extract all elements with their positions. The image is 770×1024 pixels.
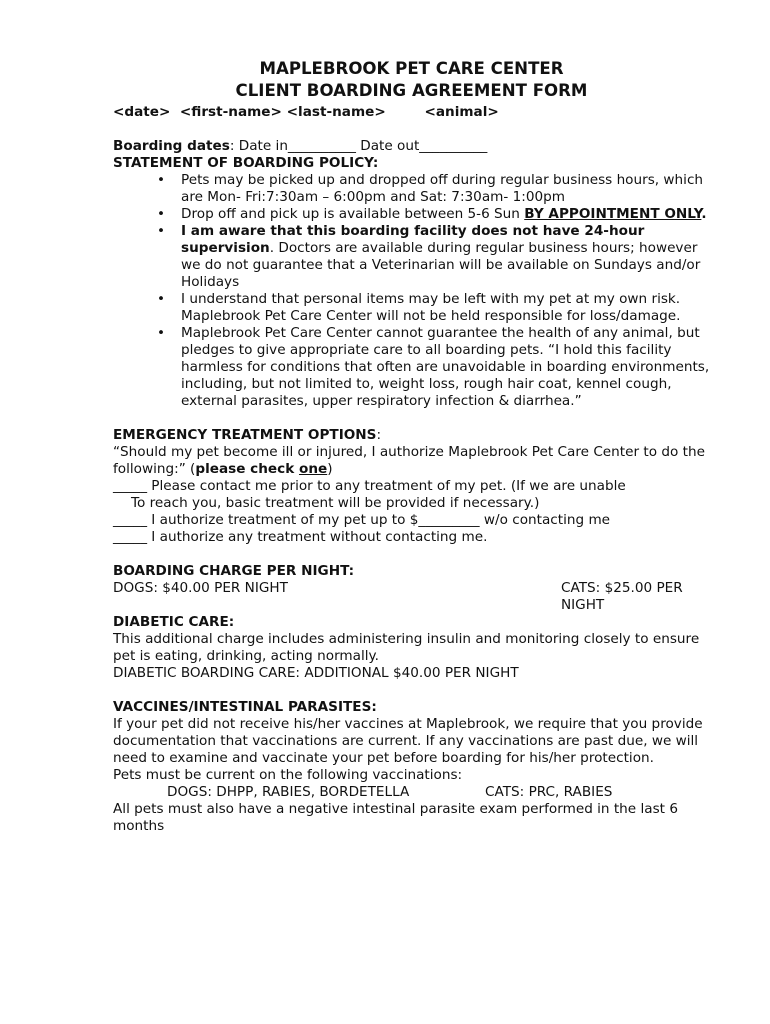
cats-vaccines: CATS: PRC, RABIES bbox=[485, 784, 613, 800]
policy-item-text: Drop off and pick up is available between 5-6 Sun bbox=[181, 206, 525, 222]
emergency-intro bbox=[113, 444, 710, 478]
by-appointment-emphasis: BY APPOINTMENT ONLY bbox=[524, 206, 702, 222]
dogs-vaccines: DOGS: DHPP, RABIES, BORDETELLA bbox=[167, 784, 410, 800]
policy-item-sunday bbox=[113, 206, 710, 223]
bullet-icon: • bbox=[157, 206, 166, 222]
diabetic-heading: DIABETIC CARE: bbox=[113, 614, 235, 630]
emergency-option-contact-continued: To reach you, basic treatment will be provided if necessary.) bbox=[131, 495, 540, 511]
parasite-requirement: All pets must also have a negative intestinal parasite exam performed in the last 6 months bbox=[113, 801, 678, 834]
policy-item-personal-items bbox=[113, 291, 710, 325]
policy-item-text: I understand that personal items may be left with my pet at my own risk. Maplebrook Pet Care Center will not be held responsible for loss/damage. bbox=[181, 291, 681, 324]
date-field: <date> bbox=[113, 104, 171, 120]
please-check-text: please check bbox=[195, 461, 299, 477]
policy-item-supervision bbox=[113, 223, 710, 291]
emergency-intro-close: ) bbox=[327, 461, 333, 477]
emergency-heading-colon: : bbox=[376, 427, 382, 443]
policy-item-text: Pets may be picked up and dropped off during regular business hours, which are Mon- Fri:7:30am – 6:00pm and Sat: 7:30am- 1:00pm bbox=[181, 172, 704, 205]
emergency-intro-text: “Should my pet become ill or injured, I authorize Maplebrook Pet Care Center to do the following:” ( bbox=[113, 444, 705, 477]
boarding-dates-blanks: : Date in__________ Date out__________ bbox=[229, 138, 488, 154]
emergency-option-any[interactable]: _____ I authorize any treatment without contacting me. bbox=[113, 529, 488, 545]
first-name-field: <first-name> bbox=[179, 104, 282, 120]
bullet-icon: • bbox=[157, 172, 166, 188]
emergency-option-contact[interactable]: _____ Please contact me prior to any treatment of my pet. (If we are unable bbox=[113, 478, 626, 494]
policy-item-text: Maplebrook Pet Care Center cannot guarantee the health of any animal, but pledges to give appropriate care to all boarding pets. “I hold this facility harmless for conditions that often are unavoidable in boarding environments, including, but not limited to, weight loss, rough hair coat, kennel cough, external parasites, upper respiratory infection & diarrhea.” bbox=[181, 325, 710, 409]
vaccines-description: If your pet did not receive his/her vaccines at Maplebrook, we require that you provide documentation that vaccinations are current. If any vaccinations are past due, we will need to examine and vaccinate your pet before boarding for his/her protection. bbox=[113, 716, 703, 766]
bullet-icon: • bbox=[157, 291, 166, 307]
policy-list bbox=[113, 172, 710, 410]
diabetic-description: This additional charge includes administering insulin and monitoring closely to ensure pet is eating, drinking, acting normally. bbox=[113, 631, 700, 664]
animal-field: <animal> bbox=[424, 104, 499, 120]
diabetic-charge: DIABETIC BOARDING CARE: ADDITIONAL $40.00 PER NIGHT bbox=[113, 665, 519, 681]
boarding-dates-label: Boarding dates bbox=[113, 138, 230, 154]
policy-item-hours bbox=[113, 172, 710, 206]
clinic-name-title: MAPLEBROOK PET CARE CENTER bbox=[259, 59, 564, 78]
dogs-charge: DOGS: $40.00 PER NIGHT bbox=[113, 580, 288, 596]
emergency-heading-line bbox=[113, 427, 710, 444]
boarding-dates-line bbox=[113, 138, 710, 155]
emergency-option-limit[interactable]: _____ I authorize treatment of my pet up to $_________ w/o contacting me bbox=[113, 512, 611, 528]
charges-row bbox=[113, 580, 710, 613]
vaccines-must-line: Pets must be current on the following vaccinations: bbox=[113, 767, 463, 783]
check-one-text: one bbox=[298, 461, 328, 477]
form-title: CLIENT BOARDING AGREEMENT FORM bbox=[235, 81, 588, 100]
charges-heading: BOARDING CHARGE PER NIGHT: bbox=[113, 563, 355, 579]
policy-item-health bbox=[113, 325, 710, 410]
bullet-icon: • bbox=[157, 223, 166, 239]
vaccines-species-row bbox=[113, 784, 710, 801]
last-name-field: <last-name> bbox=[286, 104, 386, 120]
supervision-emphasis: I am aware that this boarding facility does not have 24-hour supervision bbox=[181, 223, 645, 256]
bullet-icon: • bbox=[157, 325, 166, 341]
client-fields-row bbox=[113, 104, 710, 121]
vaccines-heading: VACCINES/INTESTINAL PARASITES: bbox=[113, 699, 377, 715]
cats-charge: CATS: $25.00 PER NIGHT bbox=[561, 580, 683, 613]
policy-item-period: . bbox=[701, 206, 707, 222]
policy-item-text: . Doctors are available during regular business hours; however we do not guarantee that a Veterinarian will be available on Sundays and/or Holidays bbox=[181, 240, 701, 290]
policy-heading: STATEMENT OF BOARDING POLICY: bbox=[113, 155, 379, 171]
emergency-heading: EMERGENCY TREATMENT OPTIONS bbox=[113, 427, 377, 443]
